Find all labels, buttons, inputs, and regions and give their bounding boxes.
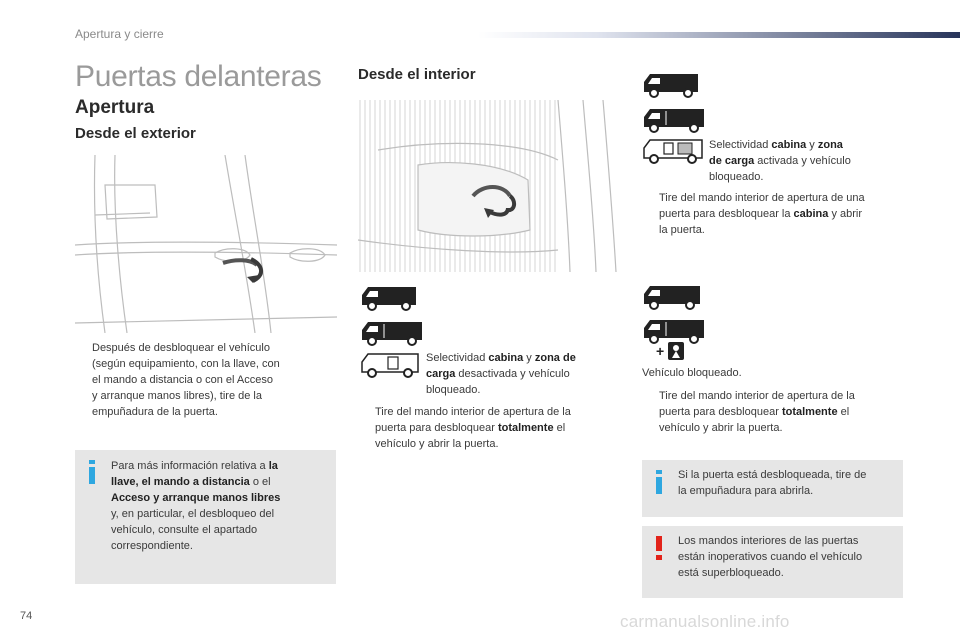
van-icon [642,70,700,98]
bullet-mark [358,404,366,452]
exterior-line-2: (según equipamiento, con la llave, con [92,358,280,370]
page-number: 74 [20,610,33,622]
van-open-icon [642,105,706,133]
right-caption-1: Selectividad cabina y zona de carga activada y vehículo bloqueado. [709,139,851,183]
warning-icon [655,536,663,560]
exterior-info-box: Para más información relativa a la llave, el mando a distancia o el Acceso y arranque manos libres y, en particular, el desbloqueo del vehículo, consulte el apartado correspondiente. [75,450,336,584]
right-caption-2: Vehículo bloqueado. [642,367,742,379]
exterior-bullet [75,340,335,420]
section-header: Apertura y cierre [75,27,164,41]
heading-interior: Desde el interior [358,66,476,83]
mid-bullet: Tire del mando interior de apertura de la puerta para desbloquear totalmente el vehículo y abrir la puerta. [358,404,620,452]
van-icon [360,283,418,311]
bullet-mark [642,388,650,436]
van-icon [642,282,702,310]
van-lock-cargo-icon [642,138,704,164]
page-title: Puertas delanteras [75,60,322,93]
exterior-door-illustration [75,155,337,333]
right-warning-box: Los mandos interiores de las puertas están inoperativos cuando el vehículo está superbloqueado. [642,526,903,598]
van-open-icon [360,318,424,346]
heading-apertura: Apertura [75,97,155,118]
watermark: carmanualsonline.info [620,612,790,631]
heading-exterior: Desde el exterior [75,125,196,142]
right-bullet-1: Tire del mando interior de apertura de una puerta para desbloquear la cabina y abrir la puerta. [642,190,904,238]
interior-handle-illustration [358,100,620,272]
bullet-mark [642,190,650,238]
svg-text:+: + [656,343,665,359]
right-bullet-2: Tire del mando interior de apertura de la puerta para desbloquear totalmente el vehículo y abrir la puerta. [642,388,904,436]
exterior-line-4: y arranque manos libres), tire de la [92,390,262,402]
exterior-line-3: el mando a distancia o con el Acceso [92,374,274,386]
right-info-box: Si la puerta está desbloqueada, tire de la empuñadura para abrirla. [642,460,903,517]
van-lock-icon [360,352,420,378]
info-icon [88,460,96,484]
info-icon [655,470,663,494]
child-lock-plus-icon [656,340,686,362]
bullet-mark [75,340,83,420]
exterior-line-5: empuñadura de la puerta. [92,406,218,418]
header-bar [478,32,960,38]
exterior-line-1: Después de desbloquear el vehículo [92,342,270,354]
mid-caption: Selectividad cabina y zona de carga desactivada y vehículo bloqueado. [426,352,576,396]
